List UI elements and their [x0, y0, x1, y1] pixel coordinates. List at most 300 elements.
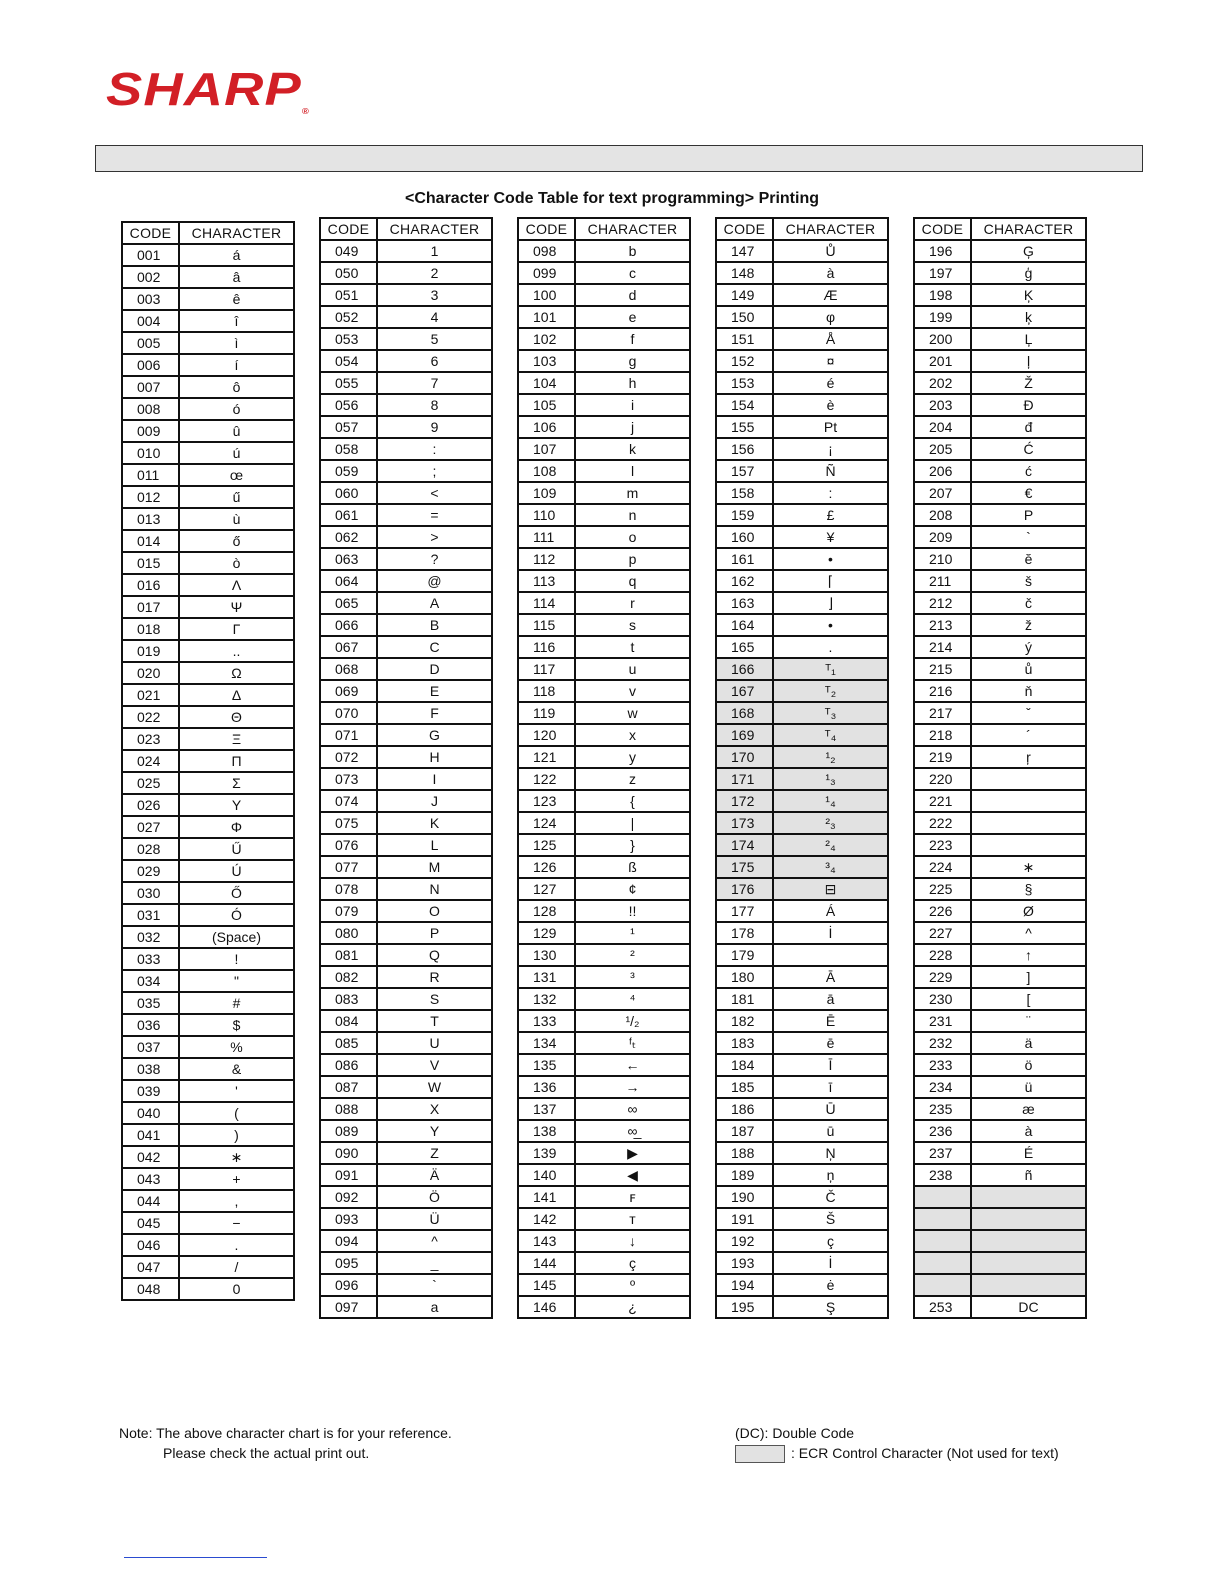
- code-cell: 089: [320, 1120, 377, 1142]
- code-cell: 233: [914, 1054, 971, 1076]
- table-row: [320, 262, 492, 284]
- character-cell: E: [377, 680, 492, 702]
- table-row: [716, 372, 888, 394]
- code-cell: 069: [320, 680, 377, 702]
- code-cell: 109: [518, 482, 575, 504]
- code-cell: 093: [320, 1208, 377, 1230]
- table-row: [518, 328, 690, 350]
- table-row: [914, 900, 1086, 922]
- code-cell: 012: [122, 486, 179, 508]
- character-cell: î: [179, 310, 294, 332]
- code-cell: 180: [716, 966, 773, 988]
- code-cell: 088: [320, 1098, 377, 1120]
- code-cell: 051: [320, 284, 377, 306]
- code-cell: 013: [122, 508, 179, 530]
- code-cell: 086: [320, 1054, 377, 1076]
- character-cell: [971, 1186, 1086, 1208]
- table-row: [716, 1186, 888, 1208]
- table-header-row: [914, 218, 1086, 240]
- code-cell: 039: [122, 1080, 179, 1102]
- code-cell: 018: [122, 618, 179, 640]
- code-cell: 079: [320, 900, 377, 922]
- code-cell: 169: [716, 724, 773, 746]
- table-row: [320, 702, 492, 724]
- table-row: [716, 680, 888, 702]
- character-cell: o: [575, 526, 690, 548]
- character-cell: Ē: [773, 1010, 888, 1032]
- table-row: [320, 1076, 492, 1098]
- table-row: [914, 1208, 1086, 1230]
- character-cell: U: [377, 1032, 492, 1054]
- code-cell: 164: [716, 614, 773, 636]
- table-row: [716, 1164, 888, 1186]
- table-row: [716, 306, 888, 328]
- table-row: [914, 328, 1086, 350]
- code-cell: 035: [122, 992, 179, 1014]
- character-cell: ¤: [773, 350, 888, 372]
- table-row: [716, 812, 888, 834]
- character-cell: ű: [179, 486, 294, 508]
- table-row: [320, 240, 492, 262]
- character-cell: T: [377, 1010, 492, 1032]
- code-cell: 056: [320, 394, 377, 416]
- table-row: [518, 1120, 690, 1142]
- character-cell: ꜰ: [575, 1186, 690, 1208]
- table-row: [320, 834, 492, 856]
- character-cell: İ: [773, 922, 888, 944]
- character-cell: ī: [773, 1076, 888, 1098]
- table-row: [716, 1076, 888, 1098]
- character-cell: ¹/₂: [575, 1010, 690, 1032]
- character-cell: à: [773, 262, 888, 284]
- character-cell: đ: [971, 416, 1086, 438]
- code-cell: 107: [518, 438, 575, 460]
- code-cell: 117: [518, 658, 575, 680]
- character-cell: Ć: [971, 438, 1086, 460]
- table-row: [914, 702, 1086, 724]
- table-row: [716, 262, 888, 284]
- table-row: [320, 988, 492, 1010]
- table-row: [914, 746, 1086, 768]
- code-cell: 235: [914, 1098, 971, 1120]
- table-row: [122, 288, 294, 310]
- table-row: [914, 526, 1086, 548]
- code-cell: 153: [716, 372, 773, 394]
- table-row: [122, 508, 294, 530]
- table-row: [914, 768, 1086, 790]
- code-cell: 046: [122, 1234, 179, 1256]
- code-cell: 087: [320, 1076, 377, 1098]
- code-cell: 037: [122, 1036, 179, 1058]
- table-row: [320, 724, 492, 746]
- table-row: [320, 1010, 492, 1032]
- code-cell: 063: [320, 548, 377, 570]
- character-cell: Ā: [773, 966, 888, 988]
- code-cell: 145: [518, 1274, 575, 1296]
- character-cell: Ķ: [971, 284, 1086, 306]
- table-row: [914, 438, 1086, 460]
- table-row: [122, 794, 294, 816]
- character-cell: Y: [179, 794, 294, 816]
- code-cell: 015: [122, 552, 179, 574]
- table-row: [320, 306, 492, 328]
- code-cell: 168: [716, 702, 773, 724]
- code-cell: 165: [716, 636, 773, 658]
- character-cell: j: [575, 416, 690, 438]
- character-cell: ◀: [575, 1164, 690, 1186]
- table-row: [122, 596, 294, 618]
- table-row: [122, 948, 294, 970]
- code-cell: 174: [716, 834, 773, 856]
- table-row: [518, 1296, 690, 1318]
- table-row: [914, 284, 1086, 306]
- character-cell: ¹: [575, 922, 690, 944]
- table-row: [518, 1010, 690, 1032]
- character-code-table: [913, 217, 1087, 1319]
- code-cell: 105: [518, 394, 575, 416]
- table-row: [518, 812, 690, 834]
- character-cell: i: [575, 394, 690, 416]
- character-cell: Ů: [773, 240, 888, 262]
- code-cell: 162: [716, 570, 773, 592]
- table-row: [914, 1076, 1086, 1098]
- character-cell: ←: [575, 1054, 690, 1076]
- code-cell: 213: [914, 614, 971, 636]
- code-cell: 090: [320, 1142, 377, 1164]
- character-cell: [: [971, 988, 1086, 1010]
- code-cell: 070: [320, 702, 377, 724]
- character-cell: ´: [971, 724, 1086, 746]
- character-cell: ė: [773, 1274, 888, 1296]
- code-cell: 201: [914, 350, 971, 372]
- table-row: [320, 790, 492, 812]
- character-cell: š: [971, 570, 1086, 592]
- character-cell: N: [377, 878, 492, 900]
- code-cell: 130: [518, 944, 575, 966]
- character-cell: 2: [377, 262, 492, 284]
- character-cell: •: [773, 548, 888, 570]
- code-cell: 172: [716, 790, 773, 812]
- code-cell: 209: [914, 526, 971, 548]
- character-cell: |: [575, 812, 690, 834]
- code-cell: 071: [320, 724, 377, 746]
- character-cell: φ: [773, 306, 888, 328]
- character-cell: ²: [575, 944, 690, 966]
- table-row: [716, 658, 888, 680]
- code-cell: 198: [914, 284, 971, 306]
- table-row: [518, 306, 690, 328]
- table-row: [518, 988, 690, 1010]
- code-cell: 026: [122, 794, 179, 816]
- character-cell: č: [971, 592, 1086, 614]
- character-cell: ᶠₜ: [575, 1032, 690, 1054]
- code-cell: 227: [914, 922, 971, 944]
- code-cell: 065: [320, 592, 377, 614]
- character-cell: r: [575, 592, 690, 614]
- code-cell: 196: [914, 240, 971, 262]
- character-cell: ņ: [773, 1164, 888, 1186]
- code-cell: 030: [122, 882, 179, 904]
- table-row: [518, 724, 690, 746]
- table-row: [320, 372, 492, 394]
- table-row: [914, 504, 1086, 526]
- character-cell: ģ: [971, 262, 1086, 284]
- table-row: [518, 570, 690, 592]
- character-cell: :: [773, 482, 888, 504]
- character-cell: æ: [971, 1098, 1086, 1120]
- character-cell: _: [377, 1252, 492, 1274]
- code-cell: 103: [518, 350, 575, 372]
- table-row: [914, 1098, 1086, 1120]
- table-row: [914, 416, 1086, 438]
- character-cell: É: [971, 1142, 1086, 1164]
- table-row: [518, 966, 690, 988]
- character-cell: P: [377, 922, 492, 944]
- code-cell: 072: [320, 746, 377, 768]
- character-cell: º: [575, 1274, 690, 1296]
- table-row: [914, 1120, 1086, 1142]
- code-cell: 104: [518, 372, 575, 394]
- code-cell: 021: [122, 684, 179, 706]
- table-row: [320, 768, 492, 790]
- character-cell: 5: [377, 328, 492, 350]
- code-cell: 003: [122, 288, 179, 310]
- code-cell: 158: [716, 482, 773, 504]
- legend-swatch: [735, 1445, 785, 1463]
- character-cell: Φ: [179, 816, 294, 838]
- table-row: [716, 834, 888, 856]
- character-cell: ü: [971, 1076, 1086, 1098]
- table-row: [320, 1164, 492, 1186]
- code-cell: 131: [518, 966, 575, 988]
- table-row: [518, 350, 690, 372]
- character-code-table: [517, 217, 691, 1319]
- table-row: [320, 746, 492, 768]
- character-cell: F: [377, 702, 492, 724]
- code-cell: 157: [716, 460, 773, 482]
- code-cell: 009: [122, 420, 179, 442]
- table-row: [716, 988, 888, 1010]
- table-row: [518, 1032, 690, 1054]
- table-header-row: [320, 218, 492, 240]
- table-row: [320, 1098, 492, 1120]
- character-cell: {: [575, 790, 690, 812]
- table-row: [320, 438, 492, 460]
- table-row: [914, 1230, 1086, 1252]
- character-cell: Ļ: [971, 328, 1086, 350]
- code-cell: 097: [320, 1296, 377, 1318]
- character-cell: G: [377, 724, 492, 746]
- table-row: [320, 460, 492, 482]
- table-row: [716, 966, 888, 988]
- code-cell: 170: [716, 746, 773, 768]
- character-cell: .: [179, 1234, 294, 1256]
- code-cell: 113: [518, 570, 575, 592]
- table-row: [122, 728, 294, 750]
- code-cell: 085: [320, 1032, 377, 1054]
- table-row: [518, 416, 690, 438]
- code-cell: 111: [518, 526, 575, 548]
- table-row: [122, 354, 294, 376]
- table-row: [716, 1098, 888, 1120]
- character-cell: Æ: [773, 284, 888, 306]
- table-row: [716, 570, 888, 592]
- table-row: [518, 592, 690, 614]
- code-cell: 224: [914, 856, 971, 878]
- table-row: [518, 1274, 690, 1296]
- code-cell: 208: [914, 504, 971, 526]
- character-cell: Q: [377, 944, 492, 966]
- table-row: [518, 438, 690, 460]
- character-cell: ý: [971, 636, 1086, 658]
- character-cell: ↓: [575, 1230, 690, 1252]
- code-cell: 231: [914, 1010, 971, 1032]
- table-row: [914, 812, 1086, 834]
- code-table-5: [913, 217, 1087, 1319]
- table-row: [320, 284, 492, 306]
- table-row: [716, 284, 888, 306]
- table-row: [320, 966, 492, 988]
- code-cell: 234: [914, 1076, 971, 1098]
- character-cell: k: [575, 438, 690, 460]
- character-cell: b: [575, 240, 690, 262]
- character-cell: =: [377, 504, 492, 526]
- table-row: [122, 1058, 294, 1080]
- code-table-1: [121, 221, 295, 1301]
- table-row: [320, 570, 492, 592]
- character-cell: ▶: [575, 1142, 690, 1164]
- table-row: [122, 1102, 294, 1124]
- character-cell: ᵀ₁: [773, 658, 888, 680]
- character-cell: p: [575, 548, 690, 570]
- character-cell: R: [377, 966, 492, 988]
- code-cell: 076: [320, 834, 377, 856]
- character-cell: Γ: [179, 618, 294, 640]
- table-row: [320, 1186, 492, 1208]
- code-cell: 121: [518, 746, 575, 768]
- code-cell: 053: [320, 328, 377, 350]
- table-row: [518, 680, 690, 702]
- code-cell: 099: [518, 262, 575, 284]
- code-cell: 061: [320, 504, 377, 526]
- character-cell: ň: [971, 680, 1086, 702]
- character-cell: B: [377, 614, 492, 636]
- code-cell: 132: [518, 988, 575, 1010]
- code-cell: 084: [320, 1010, 377, 1032]
- table-row: [320, 394, 492, 416]
- table-row: [914, 1274, 1086, 1296]
- table-row: [122, 1146, 294, 1168]
- code-cell: 066: [320, 614, 377, 636]
- note-line-2: Please check the actual print out.: [163, 1445, 370, 1461]
- table-row: [716, 900, 888, 922]
- character-cell: ¢: [575, 878, 690, 900]
- character-cell: ¹₄: [773, 790, 888, 812]
- code-cell: 142: [518, 1208, 575, 1230]
- table-row: [122, 772, 294, 794]
- table-row: [518, 1142, 690, 1164]
- table-row: [518, 1208, 690, 1230]
- code-cell: 225: [914, 878, 971, 900]
- character-header: CHARACTER: [377, 218, 492, 240]
- table-row: [518, 790, 690, 812]
- character-cell: Š: [773, 1208, 888, 1230]
- character-cell: z: [575, 768, 690, 790]
- code-cell: 195: [716, 1296, 773, 1318]
- character-cell: l: [575, 460, 690, 482]
- character-cell: ^: [971, 922, 1086, 944]
- code-cell: 191: [716, 1208, 773, 1230]
- code-cell: 228: [914, 944, 971, 966]
- character-cell: Ñ: [773, 460, 888, 482]
- character-cell: ": [179, 970, 294, 992]
- table-row: [122, 970, 294, 992]
- table-row: [716, 592, 888, 614]
- character-cell: D: [377, 658, 492, 680]
- table-row: [320, 878, 492, 900]
- character-cell: 8: [377, 394, 492, 416]
- code-cell: 023: [122, 728, 179, 750]
- character-cell: Ű: [179, 838, 294, 860]
- table-row: [914, 944, 1086, 966]
- table-row: [914, 460, 1086, 482]
- table-row: [320, 1230, 492, 1252]
- table-row: [518, 1186, 690, 1208]
- code-cell: 135: [518, 1054, 575, 1076]
- code-cell: 160: [716, 526, 773, 548]
- table-row: [320, 526, 492, 548]
- character-cell: ): [179, 1124, 294, 1146]
- table-row: [716, 394, 888, 416]
- code-cell: 080: [320, 922, 377, 944]
- code-cell: 193: [716, 1252, 773, 1274]
- character-cell: e: [575, 306, 690, 328]
- code-header: CODE: [518, 218, 575, 240]
- table-row: [518, 922, 690, 944]
- table-row: [320, 1208, 492, 1230]
- code-table-3: [517, 217, 691, 1319]
- character-cell: Ψ: [179, 596, 294, 618]
- table-row: [716, 768, 888, 790]
- code-header: CODE: [914, 218, 971, 240]
- code-cell: 167: [716, 680, 773, 702]
- code-cell: 171: [716, 768, 773, 790]
- code-header: CODE: [122, 222, 179, 244]
- code-cell: 082: [320, 966, 377, 988]
- character-cell: ^: [377, 1230, 492, 1252]
- table-row: [914, 1164, 1086, 1186]
- table-row: [122, 992, 294, 1014]
- code-cell: 197: [914, 262, 971, 284]
- character-cell: ē: [773, 1032, 888, 1054]
- code-cell: 210: [914, 548, 971, 570]
- code-cell: 042: [122, 1146, 179, 1168]
- table-row: [122, 1278, 294, 1300]
- table-row: [518, 658, 690, 680]
- table-row: [518, 394, 690, 416]
- reference-note: [119, 1423, 452, 1463]
- character-cell: Ø: [971, 900, 1086, 922]
- table-row: [518, 526, 690, 548]
- character-cell: ¥: [773, 526, 888, 548]
- character-cell: ?: [377, 548, 492, 570]
- table-row: [122, 442, 294, 464]
- character-cell: ķ: [971, 306, 1086, 328]
- code-cell: 147: [716, 240, 773, 262]
- code-cell: 212: [914, 592, 971, 614]
- code-cell: 232: [914, 1032, 971, 1054]
- code-table-4: [715, 217, 889, 1319]
